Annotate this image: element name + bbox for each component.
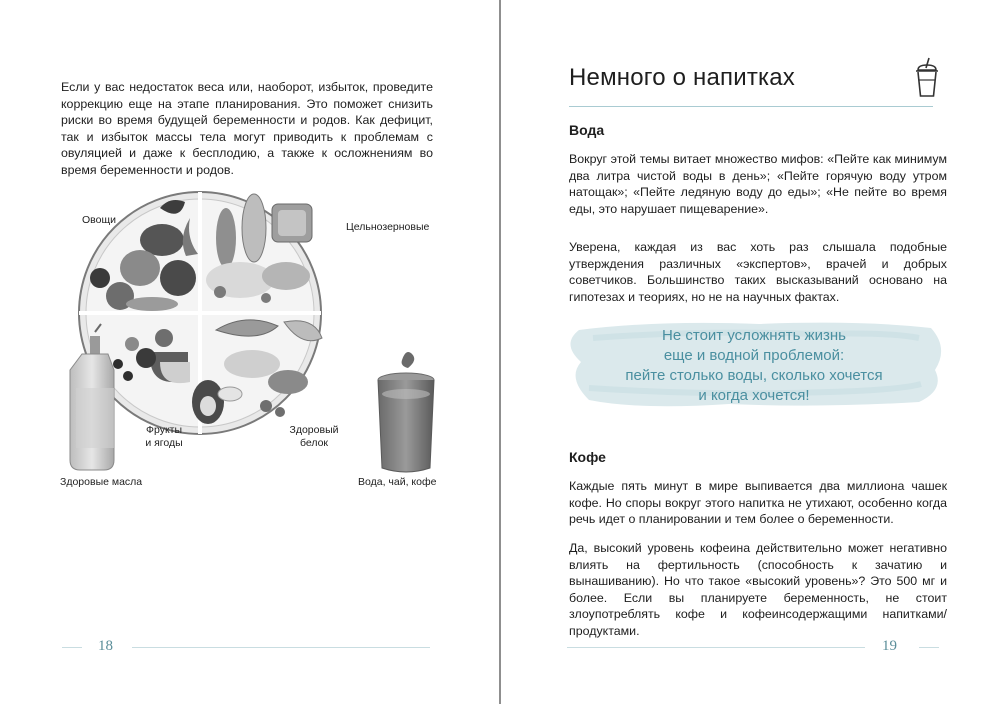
- left-page: [0, 0, 499, 704]
- water-quote-text: [559, 326, 949, 406]
- label-oils: Здоровые масла: [60, 476, 143, 488]
- label-protein-line1: Здоровый: [289, 424, 339, 436]
- intro-paragraph: Если у вас недостаток веса или, наоборот, избыток, проведите коррекцию еще на этапе планирования. Это поможет снизить риски во время будущей беременности и родов. Как дефицит, так и избыток массы тела могут приводить к проблемам с овуляцией и даже к бесплодию, а также к осложнениям во время беременности и родов.: [61, 80, 433, 177]
- quote-line: и когда хочется!: [698, 387, 810, 404]
- label-drinks: Вода, чай, кофе: [358, 476, 437, 488]
- folio-line-left-short: [62, 647, 82, 648]
- water-heading: Вода: [569, 122, 605, 138]
- quote-line: Не стоит усложнять жизнь: [662, 327, 846, 344]
- coffee-paragraph-2: Да, высокий уровень кофеина действительно может негативно влиять на фертильность (способность к зачатию и вынашиванию). Но что такое «высокий уровень»? Это 500 мг и более. Если вы планируете беременность, не стоит злоупотреблять кофе и кофеинсодержащими напитками/продуктами.: [569, 541, 947, 638]
- folio-line-left-long: [132, 647, 430, 648]
- folio-line-right-short: [919, 647, 939, 648]
- drink-glass: [378, 352, 434, 472]
- label-protein: [282, 424, 346, 450]
- label-fruits: [134, 424, 194, 450]
- folio-line-right-long: [567, 647, 865, 648]
- label-whole-grains: Цельнозерновые: [346, 221, 430, 233]
- title-rule: [569, 106, 933, 107]
- water-paragraph-2: Уверена, каждая из вас хоть раз слышала подобные утверждения различных «экспертов», врачей и добрых советчиков. Большинство таких высказываний основано на гипотезах и теориях, но не на научных фактах.: [569, 240, 947, 304]
- page-number-right: 19: [882, 638, 897, 654]
- water-quote-callout: [559, 318, 949, 408]
- page-number-left: 18: [98, 638, 113, 654]
- coffee-heading: Кофе: [569, 449, 606, 465]
- quote-line: еще и водной проблемой:: [663, 347, 845, 364]
- label-protein-line2: белок: [299, 437, 329, 449]
- label-fruits-line2: и ягоды: [145, 437, 183, 449]
- healthy-plate-figure: [40, 168, 460, 498]
- coffee-paragraph-1: Каждые пять минут в мире выпивается два миллиона чашек кофе. Но споры вокруг этого напитка не утихают, особенно когда речь идет о планировании и тем более о беременности.: [569, 479, 947, 527]
- drink-cup-with-straw-icon: [914, 56, 940, 100]
- label-vegetables: Овощи: [82, 214, 116, 226]
- water-paragraph-1: Вокруг этой темы витает множество мифов: «Пейте как минимум два литра чистой воды в день»; «Пейте горячую воду утром натощак»; «Пейте ледяную воду до еды»; «Не пейте во время еды, это нарушает пищеварение».: [569, 152, 947, 216]
- chapter-title: Немного о напитках: [569, 64, 796, 91]
- right-page: [501, 0, 1000, 704]
- label-fruits-line1: Фрукты: [145, 424, 183, 436]
- quote-line: пейте столько воды, сколько хочется: [625, 367, 883, 384]
